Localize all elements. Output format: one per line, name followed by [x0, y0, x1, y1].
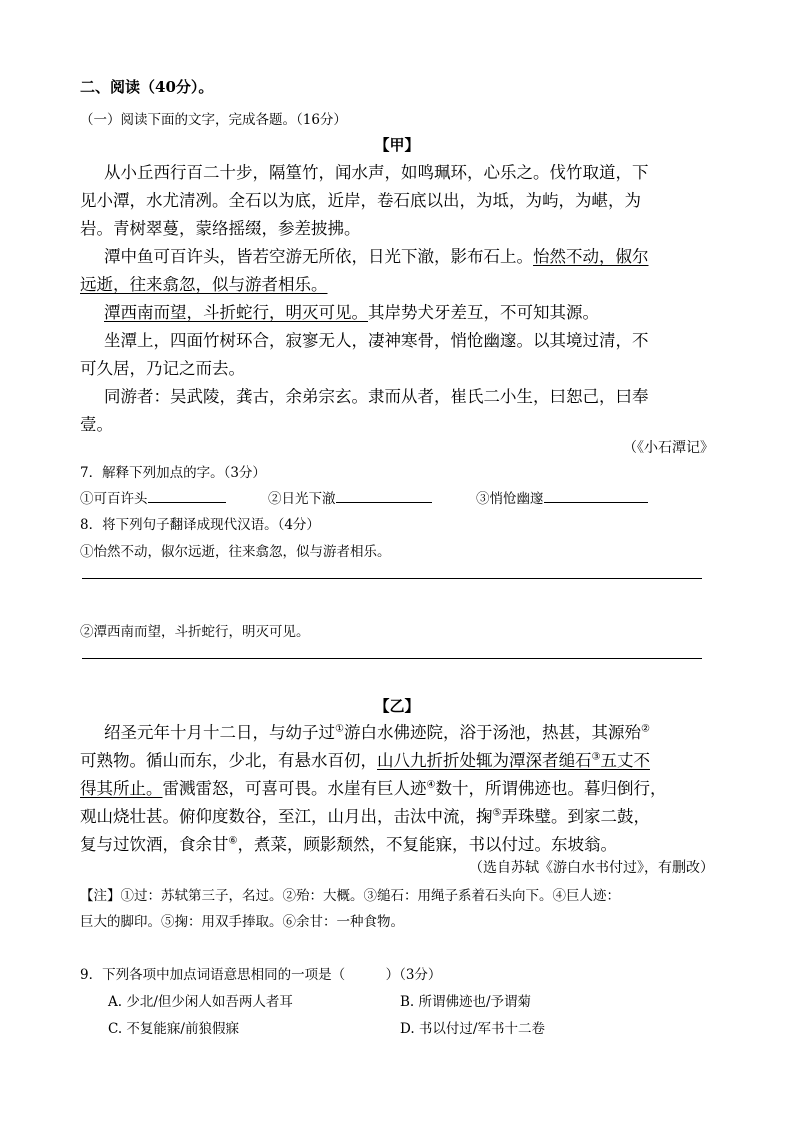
passage-yi-heading: 【乙】 — [374, 697, 420, 715]
passage-jia-line-5 — [80, 271, 328, 295]
q7-item-3-label: ③悄怆幽邃 — [476, 491, 544, 507]
passage-yi-line-2 — [80, 747, 650, 771]
passage-yi-text: 弄珠璧。到家二鼓， — [501, 807, 650, 826]
q8-answer-line-1[interactable] — [82, 578, 702, 579]
passage-yi-text: 游白水佛迹院，浴于汤池，热甚，其源殆 — [343, 723, 641, 742]
q9-stem: 9．下列各项中加点词语意思相同的一项是（ ）（3分） — [80, 967, 442, 983]
q7-item-3 — [476, 487, 648, 507]
passage-yi-text: 可熟物。循山而东，少北，有悬水百仞， — [80, 751, 377, 770]
passage-yi-source: （选自苏轼《游白水书付过》，有删改） — [469, 860, 714, 876]
passage-yi-line-3 — [80, 775, 666, 799]
passage-yi-text: 雷溅雷怒，可喜可畏。水崖有巨人迹 — [162, 779, 427, 798]
underlined-text: 五丈不 — [600, 751, 650, 770]
q9-option-c[interactable]: C. 不复能寐/前狼假寐 — [108, 1021, 239, 1037]
q9-option-b[interactable]: B. 所谓佛迹也/予谓菊 — [400, 994, 532, 1010]
underlined-text: 山八九折折处辄为潭深者缒石 — [377, 751, 592, 770]
q9-option-a[interactable]: A. 少北/但少闲人如吾两人者耳 — [108, 994, 293, 1010]
passage-jia-line-3: 岩。青树翠蔓，蒙络摇缀，参差披拂。 — [80, 219, 361, 238]
passage-jia-line-10: 壹。 — [80, 415, 113, 434]
q7-stem: 7．解释下列加点的字。（3分） — [80, 465, 266, 481]
passage-jia-line-6 — [104, 299, 599, 323]
q8-stem: 8．将下列句子翻译成现代汉语。（4分） — [80, 517, 320, 533]
q8-answer-line-2[interactable] — [82, 658, 702, 659]
passage-yi-text: 复与过饮酒，食余甘 — [80, 835, 229, 854]
passage-jia-line-1: 从小丘西行百二十步，隔篁竹，闻水声，如鸣珮环，心乐之。伐竹取道，下 — [104, 163, 649, 182]
q8-item-1: ①怡然不动，俶尔远逝，往来翕忽，似与游者相乐。 — [80, 544, 391, 560]
passage-jia-line-8: 可久居，乃记之而去。 — [80, 359, 245, 378]
passage-jia-line-7: 坐潭上，四面竹树环合，寂寥无人，凄神寒骨，悄怆幽邃。以其境过清，不 — [104, 331, 649, 350]
underlined-text: 得其所止。 — [80, 779, 163, 798]
passage-yi-text: 数十，所谓佛迹也。暮归倒行， — [435, 779, 667, 798]
part1-instruction: （一）阅读下面的文字，完成各题。（16分） — [80, 112, 347, 128]
q8-item-2: ②潭西南而望，斗折蛇行，明灭可见。 — [80, 624, 310, 640]
passage-jia-line-2: 见小潭，水尤清冽。全石以为底，近岸，卷石底以出，为坻，为屿，为嵁，为 — [80, 191, 641, 210]
note-marker: ⑥ — [228, 835, 238, 847]
note-marker: ⑤ — [492, 807, 502, 819]
passage-jia-text: 其岸势犬牙差互，不可知其源。 — [368, 303, 599, 322]
underlined-sentence-1b: 远逝，往来翕忽，似与游者相乐。 — [80, 275, 328, 294]
q7-item-1 — [80, 487, 226, 507]
passage-jia-line-9: 同游者：吴武陵，龚古，余弟宗玄。隶而从者，崔氏二小生，曰恕己，曰奉 — [104, 387, 649, 406]
underlined-sentence-1a: 怡然不动，俶尔 — [533, 247, 649, 266]
q7-item-1-label: ①可百许头 — [80, 491, 148, 507]
underlined-sentence-2: 潭西南而望，斗折蛇行，明灭可见。 — [104, 303, 368, 322]
q7-answer-blank-2[interactable] — [336, 488, 432, 503]
passage-yi-line-1 — [104, 719, 650, 743]
q7-item-2 — [268, 487, 432, 507]
note-marker: ③ — [591, 751, 601, 763]
q7-answer-blank-3[interactable] — [544, 488, 648, 503]
q9-option-d[interactable]: D. 书以付过/军书十二卷 — [400, 1021, 545, 1037]
passage-jia-text: 潭中鱼可百许头，皆若空游无所依，日光下澈，影布石上。 — [104, 247, 533, 266]
note-marker: ④ — [426, 779, 436, 791]
passage-yi-text: 观山烧壮甚。俯仰度数谷，至江，山月出，击汰中流，掬 — [80, 807, 493, 826]
passage-yi-line-4 — [80, 803, 650, 827]
q7-answer-blank-1[interactable] — [148, 488, 226, 503]
underlined-sentence-yi — [377, 751, 650, 770]
passage-yi-text: 绍圣元年十月十二日，与幼子过 — [104, 723, 335, 742]
q7-item-2-label: ②日光下澈 — [268, 491, 336, 507]
annotation-line-1: 【注】①过：苏轼第三子，名过。②殆：大概。③缒石：用绳子系着石头向下。④巨人迹： — [80, 888, 620, 904]
passage-yi-text: ，煮菜，顾影颓然，不复能寐，书以付过。东坡翁。 — [237, 835, 617, 854]
passage-jia-line-4 — [104, 243, 649, 267]
note-marker: ② — [640, 723, 650, 735]
section-title: 二、阅读（40分）。 — [80, 78, 214, 96]
annotation-line-2: 巨大的脚印。⑤掬：用双手捧取。⑥余甘：一种食物。 — [80, 914, 404, 930]
passage-jia-heading: 【甲】 — [374, 136, 420, 154]
passage-jia-source: （《小石潭记》 — [623, 440, 714, 456]
passage-yi-line-5 — [80, 831, 617, 855]
note-marker: ① — [335, 723, 344, 735]
